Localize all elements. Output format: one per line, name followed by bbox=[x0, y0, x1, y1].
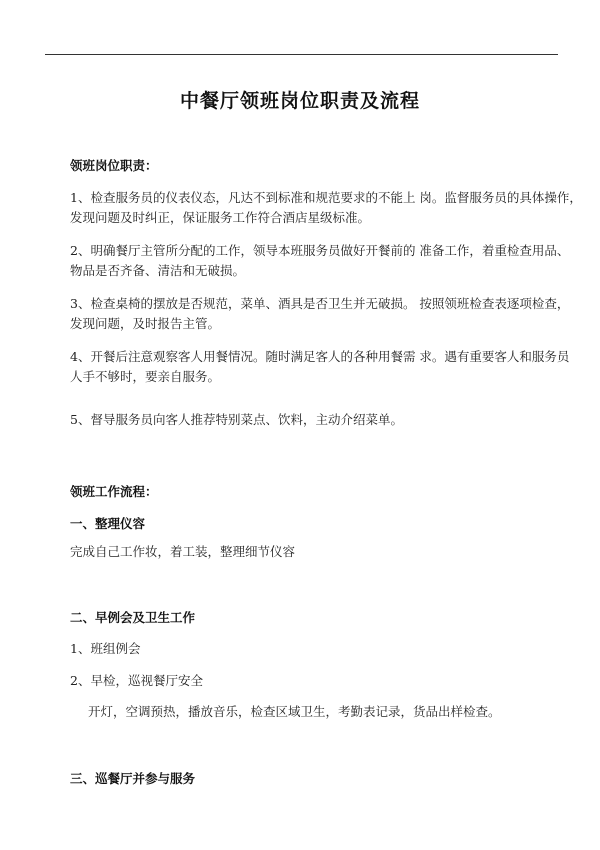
section2-item1: 1、班组例会 bbox=[70, 641, 141, 656]
duty-item-3-line2: 发现问题，及时报告主管。 bbox=[70, 316, 221, 331]
duty-item-4 bbox=[70, 347, 570, 387]
section1-text: 完成自己工作妆，着工装，整理细节仪容 bbox=[70, 544, 296, 559]
header-rule bbox=[45, 54, 558, 55]
workflow-heading: 领班工作流程： bbox=[70, 484, 158, 499]
duty-item-5-line1: 5、督导服务员向客人推荐特别菜点、饮料，主动介绍菜单。 bbox=[70, 412, 403, 427]
duty-item-2-line2: 物品是否齐备、清洁和无破损。 bbox=[70, 263, 246, 278]
section3-heading: 三、巡餐厅并参与服务 bbox=[70, 771, 196, 786]
section1-heading: 一、整理仪容 bbox=[70, 516, 146, 531]
duty-item-1-line2: 发现问题及时纠正，保证服务工作符合酒店星级标准。 bbox=[70, 210, 371, 225]
duty-item-4-line2: 人手不够时，要亲自服务。 bbox=[70, 369, 221, 384]
duty-item-1-line1: 1、检查服务员的仪表仪态，凡达不到标准和规范要求的不能上 岗。监督服务员的具体操作， bbox=[70, 190, 582, 205]
duty-item-5 bbox=[70, 410, 550, 430]
duty-item-2-line1: 2、明确餐厅主管所分配的工作，领导本班服务员做好开餐前的 准备工作，着重检查用品、 bbox=[70, 243, 570, 258]
duty-item-2 bbox=[70, 241, 570, 281]
section2-heading: 二、早例会及卫生工作 bbox=[70, 610, 196, 625]
duty-item-4-line1: 4、开餐后注意观察客人用餐情况。随时满足客人的各种用餐需 求。遇有重要客人和服务员 bbox=[70, 349, 570, 364]
section2-detail: 开灯，空调预热，播放音乐，检查区域卫生，考勤表记录，货品出样检查。 bbox=[88, 704, 501, 719]
document-title: 中餐厅领班岗位职责及流程 bbox=[179, 90, 420, 112]
duty-item-3 bbox=[70, 294, 570, 334]
duties-heading: 领班岗位职责： bbox=[70, 158, 158, 173]
duty-item-1 bbox=[70, 188, 582, 228]
duty-item-3-line1: 3、检查桌椅的摆放是否规范，菜单、酒具是否卫生并无破损。 按照领班检查表逐项检查， bbox=[70, 296, 570, 311]
section2-item2: 2、早检，巡视餐厅安全 bbox=[70, 673, 203, 688]
